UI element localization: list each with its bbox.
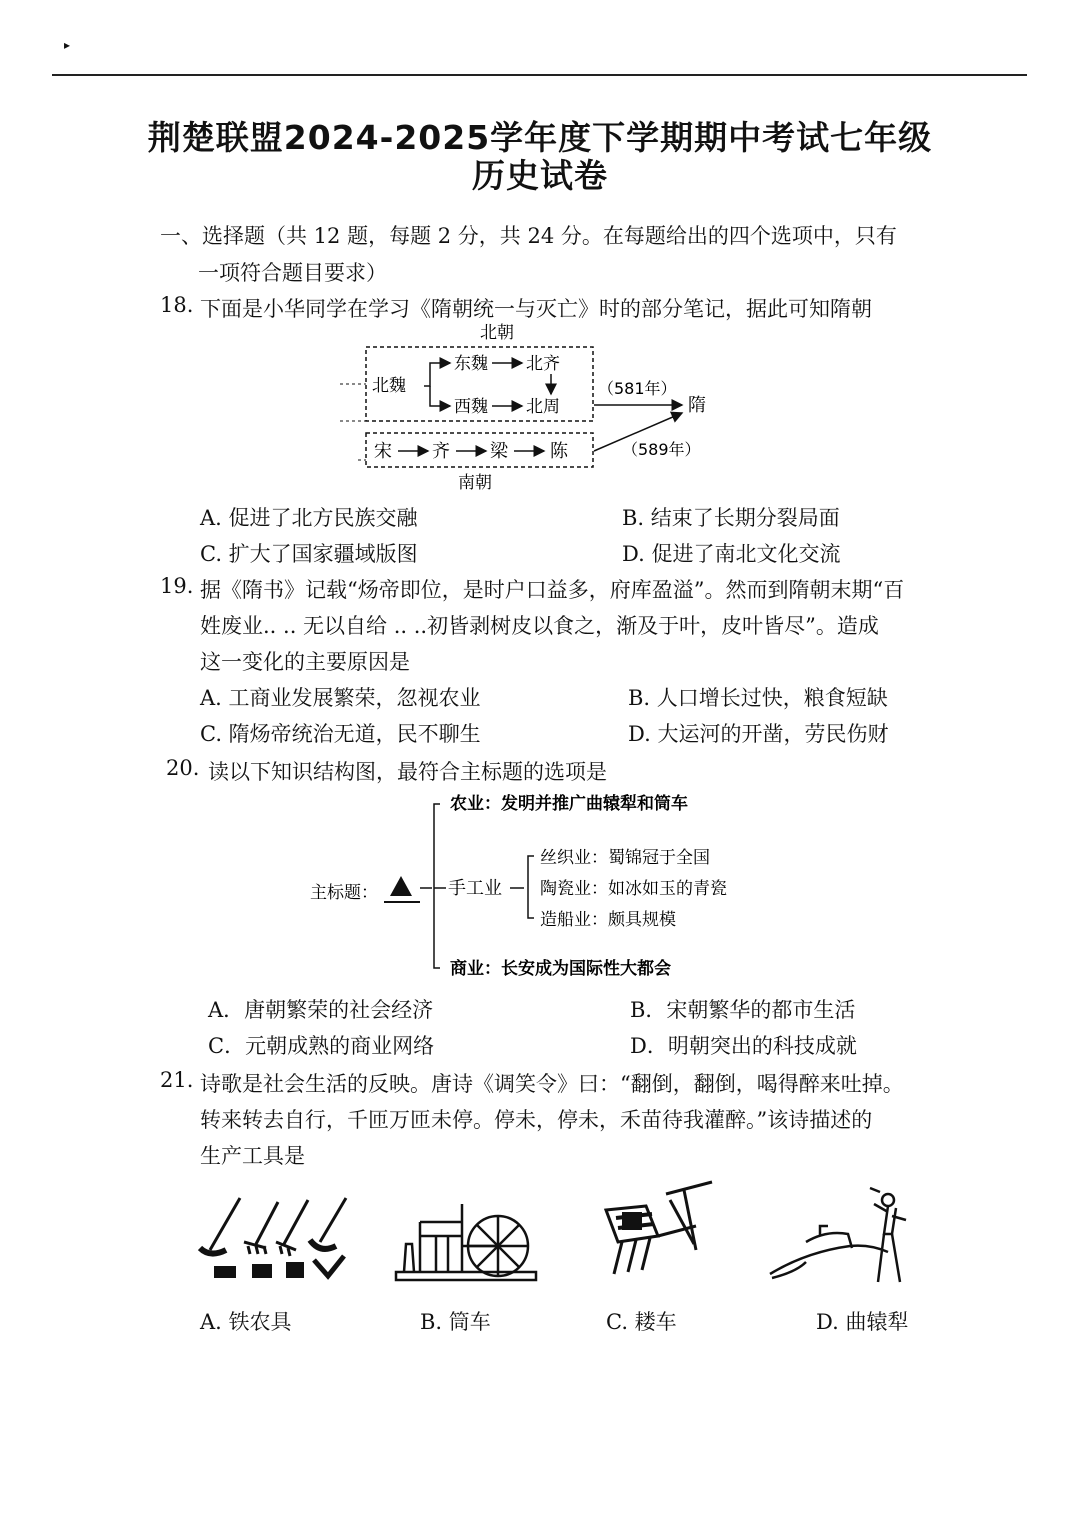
shipbuilding-industry: 造船业：颇具规模 <box>540 910 676 930</box>
q21-option-b[interactable]: B. 筒车 <box>420 1310 491 1334</box>
q19-number: 19. <box>160 574 194 598</box>
q19-option-d[interactable]: D. 大运河的开凿，劳民伤财 <box>628 722 889 746</box>
tongche-image <box>392 1192 542 1288</box>
q21-option-a[interactable]: A. 铁农具 <box>200 1310 292 1334</box>
quyuanli-image <box>766 1186 916 1288</box>
q18-option-b[interactable]: B. 结束了长期分裂局面 <box>622 506 840 530</box>
q19-option-b[interactable]: B. 人口增长过快，粮食短缺 <box>628 686 888 710</box>
sui-label: 隋 <box>688 395 706 416</box>
q20-structure-diagram <box>300 788 780 988</box>
bei-qi-label: 北齐 <box>526 354 560 374</box>
q20-option-c[interactable]: C．元朝成熟的商业网络 <box>208 1034 435 1058</box>
year-581-label: （581年） <box>598 379 677 398</box>
q19-stem-line2: 姓废业.. .. 无以自给 .. ..初皆剥树皮以食之，渐及于叶，皮叶皆尽”。造成 <box>200 614 879 638</box>
north-dynasties-label: 北朝 <box>480 323 514 343</box>
q18-dynasty-diagram <box>340 318 760 498</box>
bei-wei-to-xi-wei-arrow <box>430 386 450 406</box>
q20-option-d[interactable]: D．明朝突出的科技成就 <box>630 1034 857 1058</box>
q19-stem-line1: 据《隋书》记载“炀帝即位，是时户口益多，府库盈溢”。然而到隋朝末期“百 <box>200 578 905 602</box>
exam-title-line1: 荆楚联盟2024-2025学年度下学期期中考试七年级 <box>147 118 933 157</box>
q19-stem-line3: 这一变化的主要原因是 <box>200 650 410 674</box>
q21-stem-line3: 生产工具是 <box>200 1144 305 1168</box>
agriculture-branch: 农业：发明并推广曲辕犁和筒车 <box>450 794 688 814</box>
q20-option-b[interactable]: B．宋朝繁华的都市生活 <box>630 998 856 1022</box>
q18-option-c[interactable]: C. 扩大了国家疆域版图 <box>200 542 418 566</box>
handicraft-bracket <box>528 856 534 918</box>
silk-industry: 丝织业：蜀锦冠于全国 <box>540 848 710 868</box>
bei-wei-to-dong-wei-arrow <box>424 363 450 386</box>
qi-label: 齐 <box>432 441 450 462</box>
q21-stem-line1: 诗歌是社会生活的反映。唐诗《调笑令》曰：“翻倒，翻倒，喝得醉来吐掉。 <box>200 1072 904 1096</box>
commerce-branch: 商业：长安成为国际性大都会 <box>450 959 671 979</box>
main-bracket <box>434 804 440 968</box>
year-589-label: （589年） <box>622 440 701 459</box>
q18-number: 18. <box>160 293 194 317</box>
q19-option-c[interactable]: C. 隋炀帝统治无道，民不聊生 <box>200 722 481 746</box>
louche-image <box>596 1176 722 1288</box>
porcelain-industry: 陶瓷业：如冰如玉的青瓷 <box>540 879 727 899</box>
exam-title-line2: 历史试卷 <box>472 156 608 195</box>
south-dynasties-label: 南朝 <box>458 473 492 493</box>
q21-stem-line2: 转来转去自行，千匝万匝未停。停未，停未，禾苗待我灌醉。”该诗描述的 <box>200 1108 873 1132</box>
q18-option-d[interactable]: D. 促进了南北文化交流 <box>622 542 841 566</box>
main-title-label: 主标题： <box>310 883 378 903</box>
q21-option-c[interactable]: C. 耧车 <box>606 1310 677 1334</box>
top-rule <box>52 74 1027 76</box>
xi-wei-label: 西魏 <box>454 397 488 417</box>
section-heading-line1: 一、选择题（共 12 题，每题 2 分，共 24 分。在每题给出的四个选项中，只有 <box>160 224 897 248</box>
bei-zhou-label: 北周 <box>526 397 560 417</box>
q20-option-a[interactable]: A．唐朝繁荣的社会经济 <box>208 998 434 1022</box>
liang-label: 梁 <box>490 441 508 462</box>
q20-stem: 读以下知识结构图，最符合主标题的选项是 <box>208 760 607 784</box>
iron-tools-image <box>196 1192 356 1288</box>
handicraft-branch: 手工业 <box>448 878 502 899</box>
q20-number: 20. <box>166 756 200 780</box>
mark-icon: ▸ <box>64 38 71 52</box>
section-heading-line2: 一项符合题目要求） <box>198 261 387 285</box>
q21-number: 21. <box>160 1068 194 1092</box>
q18-stem: 下面是小华同学在学习《隋朝统一与灭亡》时的部分笔记，据此可知隋朝 <box>200 297 872 321</box>
q19-option-a[interactable]: A. 工商业发展繁荣，忽视农业 <box>200 686 481 710</box>
triangle-icon <box>390 876 412 896</box>
q18-option-a[interactable]: A. 促进了北方民族交融 <box>200 506 418 530</box>
dong-wei-label: 东魏 <box>454 354 488 374</box>
q21-option-d[interactable]: D. 曲辕犁 <box>816 1310 909 1334</box>
song-label: 宋 <box>374 441 392 462</box>
chen-label: 陈 <box>550 441 568 462</box>
bei-wei-label: 北魏 <box>372 376 406 396</box>
